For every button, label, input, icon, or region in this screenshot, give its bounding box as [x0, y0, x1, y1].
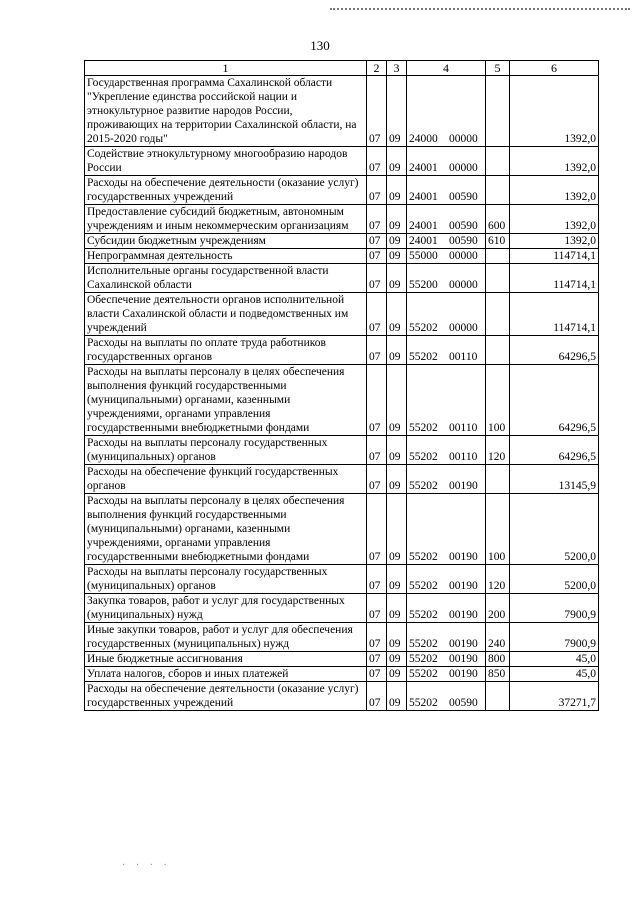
table-row	[85, 565, 599, 594]
row-amount-cell: 5200,0	[510, 494, 599, 565]
target-code-direction: 00190	[449, 609, 478, 621]
row-name-cell: Расходы на обеспечение деятельности (оказание услуг) государственных учреждений	[85, 682, 367, 711]
row-name-cell: Расходы на выплаты персоналу государственных (муниципальных) органов	[85, 565, 367, 594]
target-code-program: 24001	[409, 162, 438, 174]
row-target-cell	[407, 234, 486, 249]
row-name-cell: Субсидии бюджетным учреждениям	[85, 234, 367, 249]
row-subsection-cell: 09	[387, 365, 407, 436]
row-section-cell: 07	[367, 667, 387, 682]
row-subsection-cell: 09	[387, 623, 407, 652]
row-expense-type-cell: 610	[486, 234, 510, 249]
header-col-2: 2	[367, 61, 387, 76]
row-target-cell	[407, 594, 486, 623]
row-amount-cell: 1392,0	[510, 234, 599, 249]
row-amount-cell: 1392,0	[510, 205, 599, 234]
row-expense-type-cell	[486, 293, 510, 336]
table-row	[85, 682, 599, 711]
target-code-program: 55202	[409, 422, 438, 434]
row-expense-type-cell	[486, 249, 510, 264]
row-section-cell: 07	[367, 436, 387, 465]
row-expense-type-cell: 240	[486, 623, 510, 652]
target-code-program: 55202	[409, 351, 438, 363]
row-amount-cell: 114714,1	[510, 293, 599, 336]
row-amount-cell: 64296,5	[510, 436, 599, 465]
row-section-cell: 07	[367, 293, 387, 336]
target-code-program: 55202	[409, 551, 438, 563]
row-expense-type-cell: 100	[486, 494, 510, 565]
target-code-program: 55202	[409, 580, 438, 592]
target-code-direction: 00590	[449, 220, 478, 232]
target-code-direction: 00590	[449, 235, 478, 247]
row-subsection-cell: 09	[387, 205, 407, 234]
row-name-cell: Расходы на выплаты персоналу в целях обеспечения выполнения функций государственными (муниципальными) органами, казенными учреждениями, органами управления государственными внебюджетными фондами	[85, 494, 367, 565]
row-name-cell: Государственная программа Сахалинской области "Укрепление единства российской нации и этнокультурное развитие народов России, проживающих на территории Сахалинской области, на 2015-2020 годы"	[85, 76, 367, 147]
row-target-cell	[407, 249, 486, 264]
target-code-program: 55200	[409, 279, 438, 291]
row-amount-cell: 7900,9	[510, 623, 599, 652]
row-expense-type-cell	[486, 76, 510, 147]
row-section-cell: 07	[367, 249, 387, 264]
row-name-cell: Расходы на выплаты по оплате труда работников государственных органов	[85, 336, 367, 365]
table-row	[85, 234, 599, 249]
row-target-cell	[407, 205, 486, 234]
target-code-program: 24001	[409, 235, 438, 247]
row-section-cell: 07	[367, 336, 387, 365]
row-section-cell: 07	[367, 565, 387, 594]
header-col-4: 4	[407, 61, 486, 76]
row-expense-type-cell: 850	[486, 667, 510, 682]
target-code-program: 55202	[409, 322, 438, 334]
row-section-cell: 07	[367, 652, 387, 667]
table-row	[85, 594, 599, 623]
row-section-cell: 07	[367, 594, 387, 623]
target-code-direction: 00190	[449, 551, 478, 563]
row-subsection-cell: 09	[387, 234, 407, 249]
row-target-cell	[407, 293, 486, 336]
row-expense-type-cell: 120	[486, 565, 510, 594]
target-code-direction: 00110	[449, 451, 478, 463]
row-target-cell	[407, 147, 486, 176]
row-target-cell	[407, 465, 486, 494]
row-target-cell	[407, 76, 486, 147]
target-code-direction: 00110	[449, 422, 478, 434]
target-code-direction: 00190	[449, 580, 478, 592]
target-code-direction: 00110	[449, 351, 478, 363]
row-amount-cell: 37271,7	[510, 682, 599, 711]
row-subsection-cell: 09	[387, 594, 407, 623]
row-name-cell: Уплата налогов, сборов и иных платежей	[85, 667, 367, 682]
row-name-cell: Непрограммная деятельность	[85, 249, 367, 264]
row-target-cell	[407, 264, 486, 293]
row-expense-type-cell	[486, 682, 510, 711]
table-row	[85, 652, 599, 667]
target-code-direction: 00000	[449, 279, 478, 291]
row-subsection-cell: 09	[387, 336, 407, 365]
row-name-cell: Расходы на выплаты персоналу в целях обеспечения выполнения функций государственными (муниципальными) органами, казенными учреждениями, органами управления государственными внебюджетными фондами	[85, 365, 367, 436]
row-subsection-cell: 09	[387, 293, 407, 336]
row-expense-type-cell	[486, 336, 510, 365]
row-expense-type-cell	[486, 176, 510, 205]
row-amount-cell: 7900,9	[510, 594, 599, 623]
row-target-cell	[407, 176, 486, 205]
row-section-cell: 07	[367, 205, 387, 234]
row-target-cell	[407, 336, 486, 365]
header-row	[85, 61, 599, 76]
table-row	[85, 494, 599, 565]
target-code-direction: 00190	[449, 653, 478, 665]
row-name-cell: Расходы на обеспечение функций государственных органов	[85, 465, 367, 494]
row-section-cell: 07	[367, 365, 387, 436]
row-expense-type-cell	[486, 264, 510, 293]
header-col-1: 1	[85, 61, 367, 76]
target-code-program: 55202	[409, 451, 438, 463]
row-section-cell: 07	[367, 147, 387, 176]
row-subsection-cell: 09	[387, 147, 407, 176]
target-code-program: 24000	[409, 133, 438, 145]
target-code-program: 55202	[409, 697, 438, 709]
row-amount-cell: 45,0	[510, 652, 599, 667]
row-subsection-cell: 09	[387, 652, 407, 667]
row-target-cell	[407, 667, 486, 682]
table-row	[85, 205, 599, 234]
target-code-program: 55000	[409, 250, 438, 262]
row-target-cell	[407, 652, 486, 667]
header-col-5: 5	[486, 61, 510, 76]
scan-artifact	[330, 0, 630, 10]
target-code-direction: 00000	[449, 322, 478, 334]
table-row	[85, 147, 599, 176]
row-subsection-cell: 09	[387, 249, 407, 264]
row-target-cell	[407, 494, 486, 565]
row-name-cell: Содействие этнокультурному многообразию народов России	[85, 147, 367, 176]
row-name-cell: Иные закупки товаров, работ и услуг для обеспечения государственных (муниципальных) нужд	[85, 623, 367, 652]
row-name-cell: Исполнительные органы государственной власти Сахалинской области	[85, 264, 367, 293]
row-target-cell	[407, 365, 486, 436]
row-amount-cell: 114714,1	[510, 249, 599, 264]
target-code-direction: 00000	[449, 250, 478, 262]
table-row	[85, 176, 599, 205]
row-target-cell	[407, 623, 486, 652]
target-code-direction: 00590	[449, 191, 478, 203]
header-col-6: 6	[510, 61, 599, 76]
row-amount-cell: 45,0	[510, 667, 599, 682]
target-code-direction: 00190	[449, 668, 478, 680]
table-row	[85, 465, 599, 494]
row-name-cell: Расходы на обеспечение деятельности (оказание услуг) государственных учреждений	[85, 176, 367, 205]
row-section-cell: 07	[367, 264, 387, 293]
row-section-cell: 07	[367, 176, 387, 205]
row-amount-cell: 5200,0	[510, 565, 599, 594]
row-name-cell: Иные бюджетные ассигнования	[85, 652, 367, 667]
row-section-cell: 07	[367, 234, 387, 249]
row-name-cell: Закупка товаров, работ и услуг для государственных (муниципальных) нужд	[85, 594, 367, 623]
row-expense-type-cell: 100	[486, 365, 510, 436]
target-code-program: 24001	[409, 191, 438, 203]
row-target-cell	[407, 436, 486, 465]
row-section-cell: 07	[367, 76, 387, 147]
target-code-direction: 00000	[449, 162, 478, 174]
table-row	[85, 264, 599, 293]
target-code-program: 55202	[409, 653, 438, 665]
row-subsection-cell: 09	[387, 682, 407, 711]
row-target-cell	[407, 565, 486, 594]
header-col-3: 3	[387, 61, 407, 76]
row-expense-type-cell	[486, 147, 510, 176]
target-code-direction: 00590	[449, 697, 478, 709]
row-expense-type-cell: 120	[486, 436, 510, 465]
row-expense-type-cell	[486, 465, 510, 494]
row-amount-cell: 13145,9	[510, 465, 599, 494]
row-amount-cell: 64296,5	[510, 336, 599, 365]
table-row	[85, 623, 599, 652]
row-amount-cell: 1392,0	[510, 147, 599, 176]
row-subsection-cell: 09	[387, 565, 407, 594]
row-amount-cell: 1392,0	[510, 176, 599, 205]
row-subsection-cell: 09	[387, 76, 407, 147]
table-row	[85, 76, 599, 147]
row-amount-cell: 1392,0	[510, 76, 599, 147]
row-target-cell	[407, 682, 486, 711]
row-expense-type-cell: 600	[486, 205, 510, 234]
target-code-program: 55202	[409, 668, 438, 680]
target-code-program: 55202	[409, 480, 438, 492]
row-name-cell: Предоставление субсидий бюджетным, автономным учреждениям и иным некоммерческим организациям	[85, 205, 367, 234]
row-section-cell: 07	[367, 682, 387, 711]
table-row	[85, 667, 599, 682]
table-row	[85, 436, 599, 465]
target-code-program: 55202	[409, 609, 438, 621]
row-amount-cell: 64296,5	[510, 365, 599, 436]
row-section-cell: 07	[367, 623, 387, 652]
row-amount-cell: 114714,1	[510, 264, 599, 293]
row-subsection-cell: 09	[387, 436, 407, 465]
row-expense-type-cell: 800	[486, 652, 510, 667]
row-name-cell: Обеспечение деятельности органов исполнительной власти Сахалинской области и подведомственных им учреждений	[85, 293, 367, 336]
target-code-program: 55202	[409, 638, 438, 650]
row-subsection-cell: 09	[387, 264, 407, 293]
table-row	[85, 293, 599, 336]
page-number: 130	[310, 38, 330, 53]
target-code-program: 24001	[409, 220, 438, 232]
target-code-direction: 00000	[449, 133, 478, 145]
table-row	[85, 249, 599, 264]
target-code-direction: 00190	[449, 638, 478, 650]
table-row	[85, 365, 599, 436]
row-name-cell: Расходы на выплаты персоналу государственных (муниципальных) органов	[85, 436, 367, 465]
row-section-cell: 07	[367, 494, 387, 565]
row-subsection-cell: 09	[387, 465, 407, 494]
row-section-cell: 07	[367, 465, 387, 494]
row-subsection-cell: 09	[387, 176, 407, 205]
table-row	[85, 336, 599, 365]
target-code-direction: 00190	[449, 480, 478, 492]
row-expense-type-cell: 200	[486, 594, 510, 623]
row-subsection-cell: 09	[387, 667, 407, 682]
scan-artifact-marks: · · · ·	[122, 860, 171, 871]
row-subsection-cell: 09	[387, 494, 407, 565]
budget-table	[84, 60, 599, 711]
